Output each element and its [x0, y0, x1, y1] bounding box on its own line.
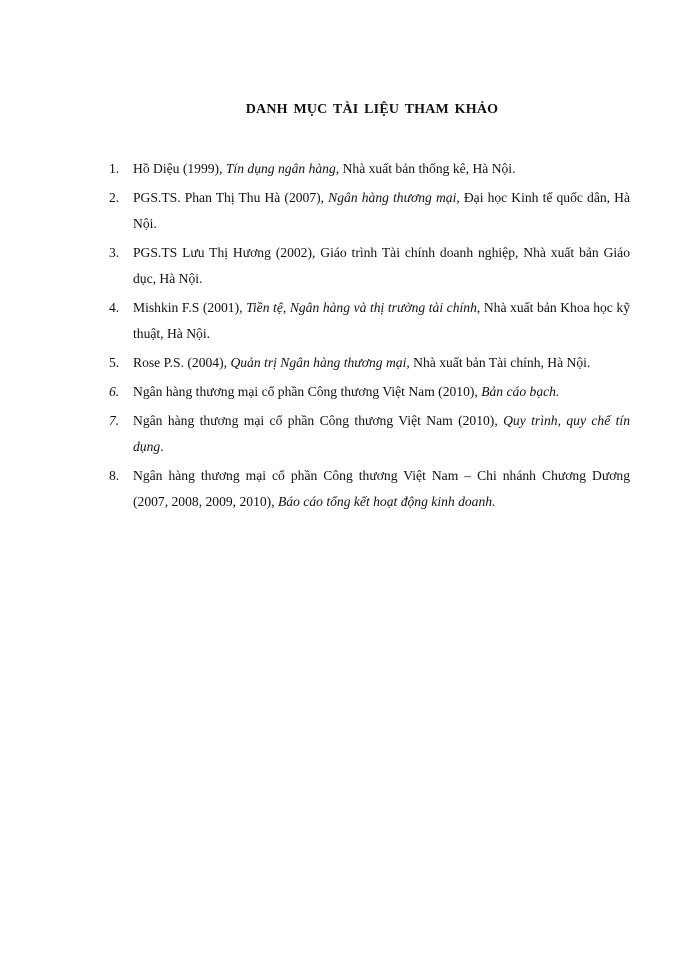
reference-title: Tiền tệ, Ngân hàng và thị trường tài chính — [246, 300, 477, 315]
reference-list — [109, 156, 630, 518]
reference-number: 6. — [109, 384, 120, 399]
reference-title: Quy trình, quy chế tín dụng — [133, 413, 630, 454]
reference-item — [109, 408, 630, 460]
page-title: DANH MỤC TÀI LIỆU THAM KHẢO — [245, 102, 499, 117]
reference-number: 5. — [109, 355, 120, 370]
reference-number: 7. — [109, 413, 120, 428]
reference-item — [109, 240, 630, 292]
reference-item — [109, 350, 630, 376]
reference-item — [109, 463, 630, 515]
reference-text: Ngân hàng thương mại cổ phần Công thương Việt Nam – Chi nhánh Chương Dương (2007, 2008, 2009, 2010), Báo cáo tổng kết hoạt động kinh doanh. — [133, 468, 630, 509]
reference-title: Ngân hàng thương mại — [328, 190, 457, 205]
reference-title: Quản trị Ngân hàng thương mại — [230, 355, 407, 370]
reference-item — [109, 156, 630, 182]
reference-item — [109, 379, 630, 405]
reference-number: 2. — [109, 190, 120, 205]
reference-text: Hồ Diệu (1999), Tín dụng ngân hàng, Nhà xuất bản thống kê, Hà Nội. — [133, 161, 516, 176]
reference-title: Bản cáo bạch. — [481, 384, 560, 399]
reference-text: PGS.TS Lưu Thị Hương (2002), Giáo trình Tài chính doanh nghiệp, Nhà xuất bản Giáo dục, Hà Nội. — [133, 245, 630, 286]
reference-number: 8. — [109, 468, 120, 483]
reference-text: Mishkin F.S (2001), Tiền tệ, Ngân hàng và thị trường tài chính, Nhà xuất bản Khoa học kỹ thuật, Hà Nội. — [133, 300, 630, 341]
reference-text: Ngân hàng thương mại cổ phần Công thương Việt Nam (2010), Bản cáo bạch. — [133, 384, 560, 399]
reference-number: 4. — [109, 300, 120, 315]
reference-title: Báo cáo tổng kết hoạt động kinh doanh. — [278, 494, 496, 509]
reference-number: 3. — [109, 245, 120, 260]
reference-title: Tín dụng ngân hàng — [225, 161, 336, 176]
reference-text: PGS.TS. Phan Thị Thu Hà (2007), Ngân hàng thương mại, Đại học Kinh tế quốc dân, Hà Nội. — [133, 190, 630, 231]
reference-item — [109, 185, 630, 237]
reference-text: Ngân hàng thương mại cổ phần Công thương Việt Nam (2010), Quy trình, quy chế tín dụng. — [133, 413, 630, 454]
reference-item — [109, 295, 630, 347]
reference-text: Rose P.S. (2004), Quản trị Ngân hàng thương mại, Nhà xuất bản Tài chính, Hà Nội. — [133, 355, 591, 370]
reference-number: 1. — [109, 161, 120, 176]
